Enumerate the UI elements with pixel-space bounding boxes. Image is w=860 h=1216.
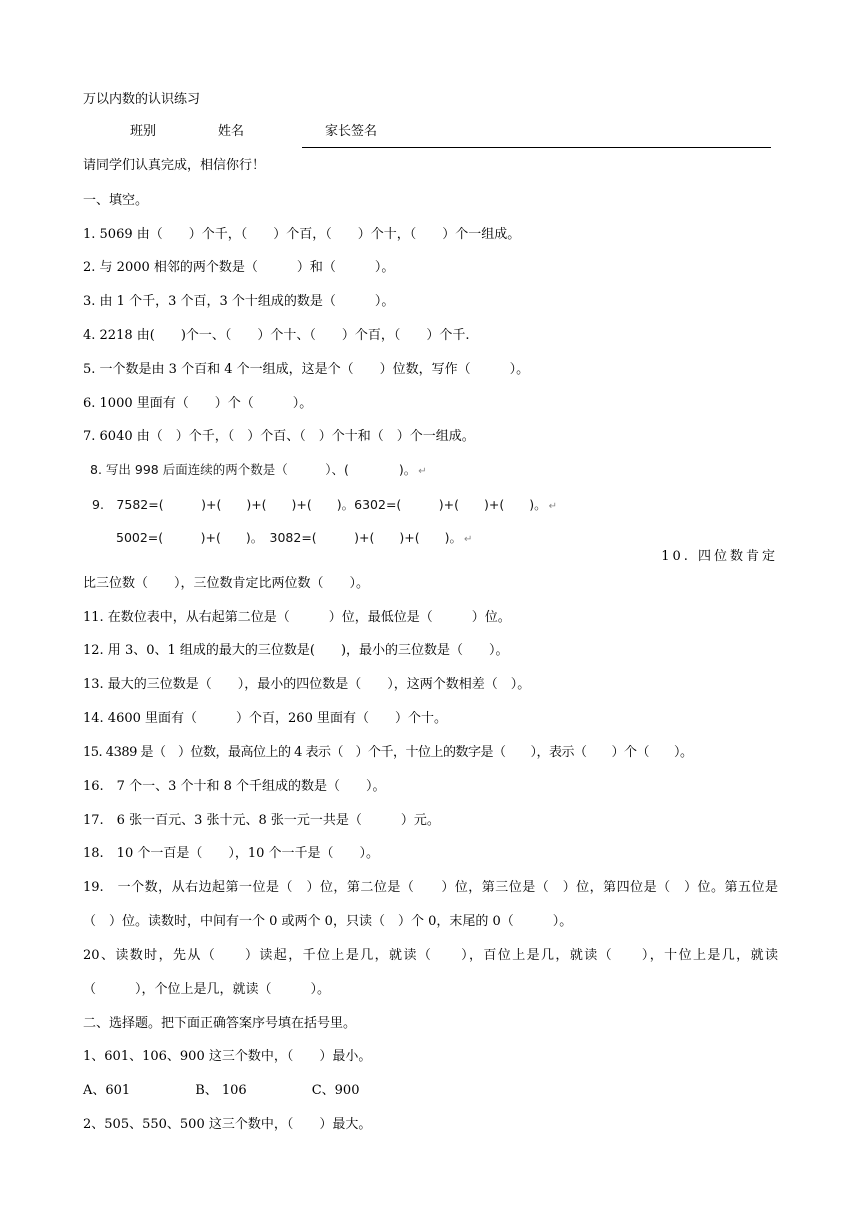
return-mark-icon: ↵ [464, 534, 473, 545]
question-9-text-2: 5002=( )+( )。 3082=( )+( )+( )。 [116, 530, 463, 545]
worksheet-title: 万以内数的认识练习 [83, 92, 201, 107]
choice-question-1: 1、601、106、900 这三个数中，（ ）最小。 [83, 1049, 372, 1064]
question-15: 15. 4389 是（ ）位数，最高位上的 4 表示（ ）个千，十位上的数字是（ ），表示（ ）个（ ）。 [83, 745, 693, 760]
question-6: 6. 1000 里面有（ ）个（ ）。 [83, 396, 313, 411]
intro-text: 请同学们认真完成，相信你行！ [83, 158, 266, 173]
question-3: 3. 由 1 个千，3 个百，3 个十组成的数是（ ）。 [83, 294, 395, 309]
parent-sign-line [302, 147, 771, 148]
question-5: 5. 一个数是由 3 个百和 4 个一组成，这是个（ ）位数，写作（ ）。 [83, 362, 530, 377]
question-9-line1 [92, 497, 557, 515]
question-14: 14. 4600 里面有（ ）个百，260 里面有（ ）个十。 [83, 711, 447, 726]
section1-heading: 一、填空。 [83, 193, 149, 208]
question-13: 13. 最大的三位数是（ ），最小的四位数是（ ），这两个数相差（ ）。 [83, 677, 531, 692]
choice-question-2: 2、505、550、500 这三个数中，（ ）最大。 [83, 1117, 372, 1132]
question-20: 20、读数时，先从（ ）读起，千位上是几，就读（ ），百位上是几，就读（ ），十位上是几，就读（ ），个位上是几，就读（ ）。 [83, 948, 778, 997]
question-9-text-1: 9. 7582=( )+( )+( )+( )。6302=( )+( )+( )。 [92, 497, 547, 512]
class-label: 班别 [130, 124, 157, 139]
question-18: 18. 10 个一百是（ ），10 个一千是（ ）。 [83, 846, 380, 861]
parent-sign-label: 家长签名 [325, 124, 378, 139]
question-11: 11. 在数位表中，从右起第二位是（ ）位，最低位是（ ）位。 [83, 610, 511, 625]
name-label: 姓名 [218, 124, 245, 139]
question-7: 7. 6040 由（ ）个千，（ ）个百、（ ）个十和（ ）个一组成。 [83, 429, 475, 444]
return-mark-icon: ↵ [418, 466, 427, 477]
question-17: 17. 6 张一百元、3 张十元、8 张一元一共是（ ）元。 [83, 813, 440, 828]
question-16: 16. 7 个一、3 个十和 8 个千组成的数是（ ）。 [83, 779, 386, 794]
question-2: 2. 与 2000 相邻的两个数是（ ）和（ ）。 [83, 260, 395, 275]
question-8 [90, 462, 427, 480]
question-12: 12. 用 3、0、1 组成的最大的三位数是( )，最小的三位数是（ ）。 [83, 643, 509, 658]
question-19: 19. 一个数，从右边起第一位是（ ）位，第二位是（ ）位，第三位是（ ）位，第四位是（ ）位。第五位是（ ）位。读数时，中间有一个 0 或两个 0，只读（ ）个 0，末尾的 0（ ）。 [83, 880, 778, 929]
question-9-line2 [116, 530, 472, 548]
question-1: 1. 5069 由（ ）个千，（ ）个百，（ ）个十，（ ）个一组成。 [83, 227, 521, 242]
question-10-start: 10. 四位数肯定 [661, 549, 778, 564]
question-4: 4. 2218 由( )个一、（ ）个十、（ ）个百，（ ）个千. [83, 328, 470, 343]
question-10-cont: 比三位数（ ），三位数肯定比两位数（ ）。 [83, 576, 370, 591]
choice-question-1-options: A、601 B、 106 C、900 [83, 1083, 360, 1098]
section2-heading: 二、选择题。把下面正确答案序号填在括号里。 [83, 1016, 357, 1031]
return-mark-icon: ↵ [548, 501, 558, 512]
question-8-text: 8. 写出 998 后面连续的两个数是（ ）、( )。 [90, 462, 417, 477]
